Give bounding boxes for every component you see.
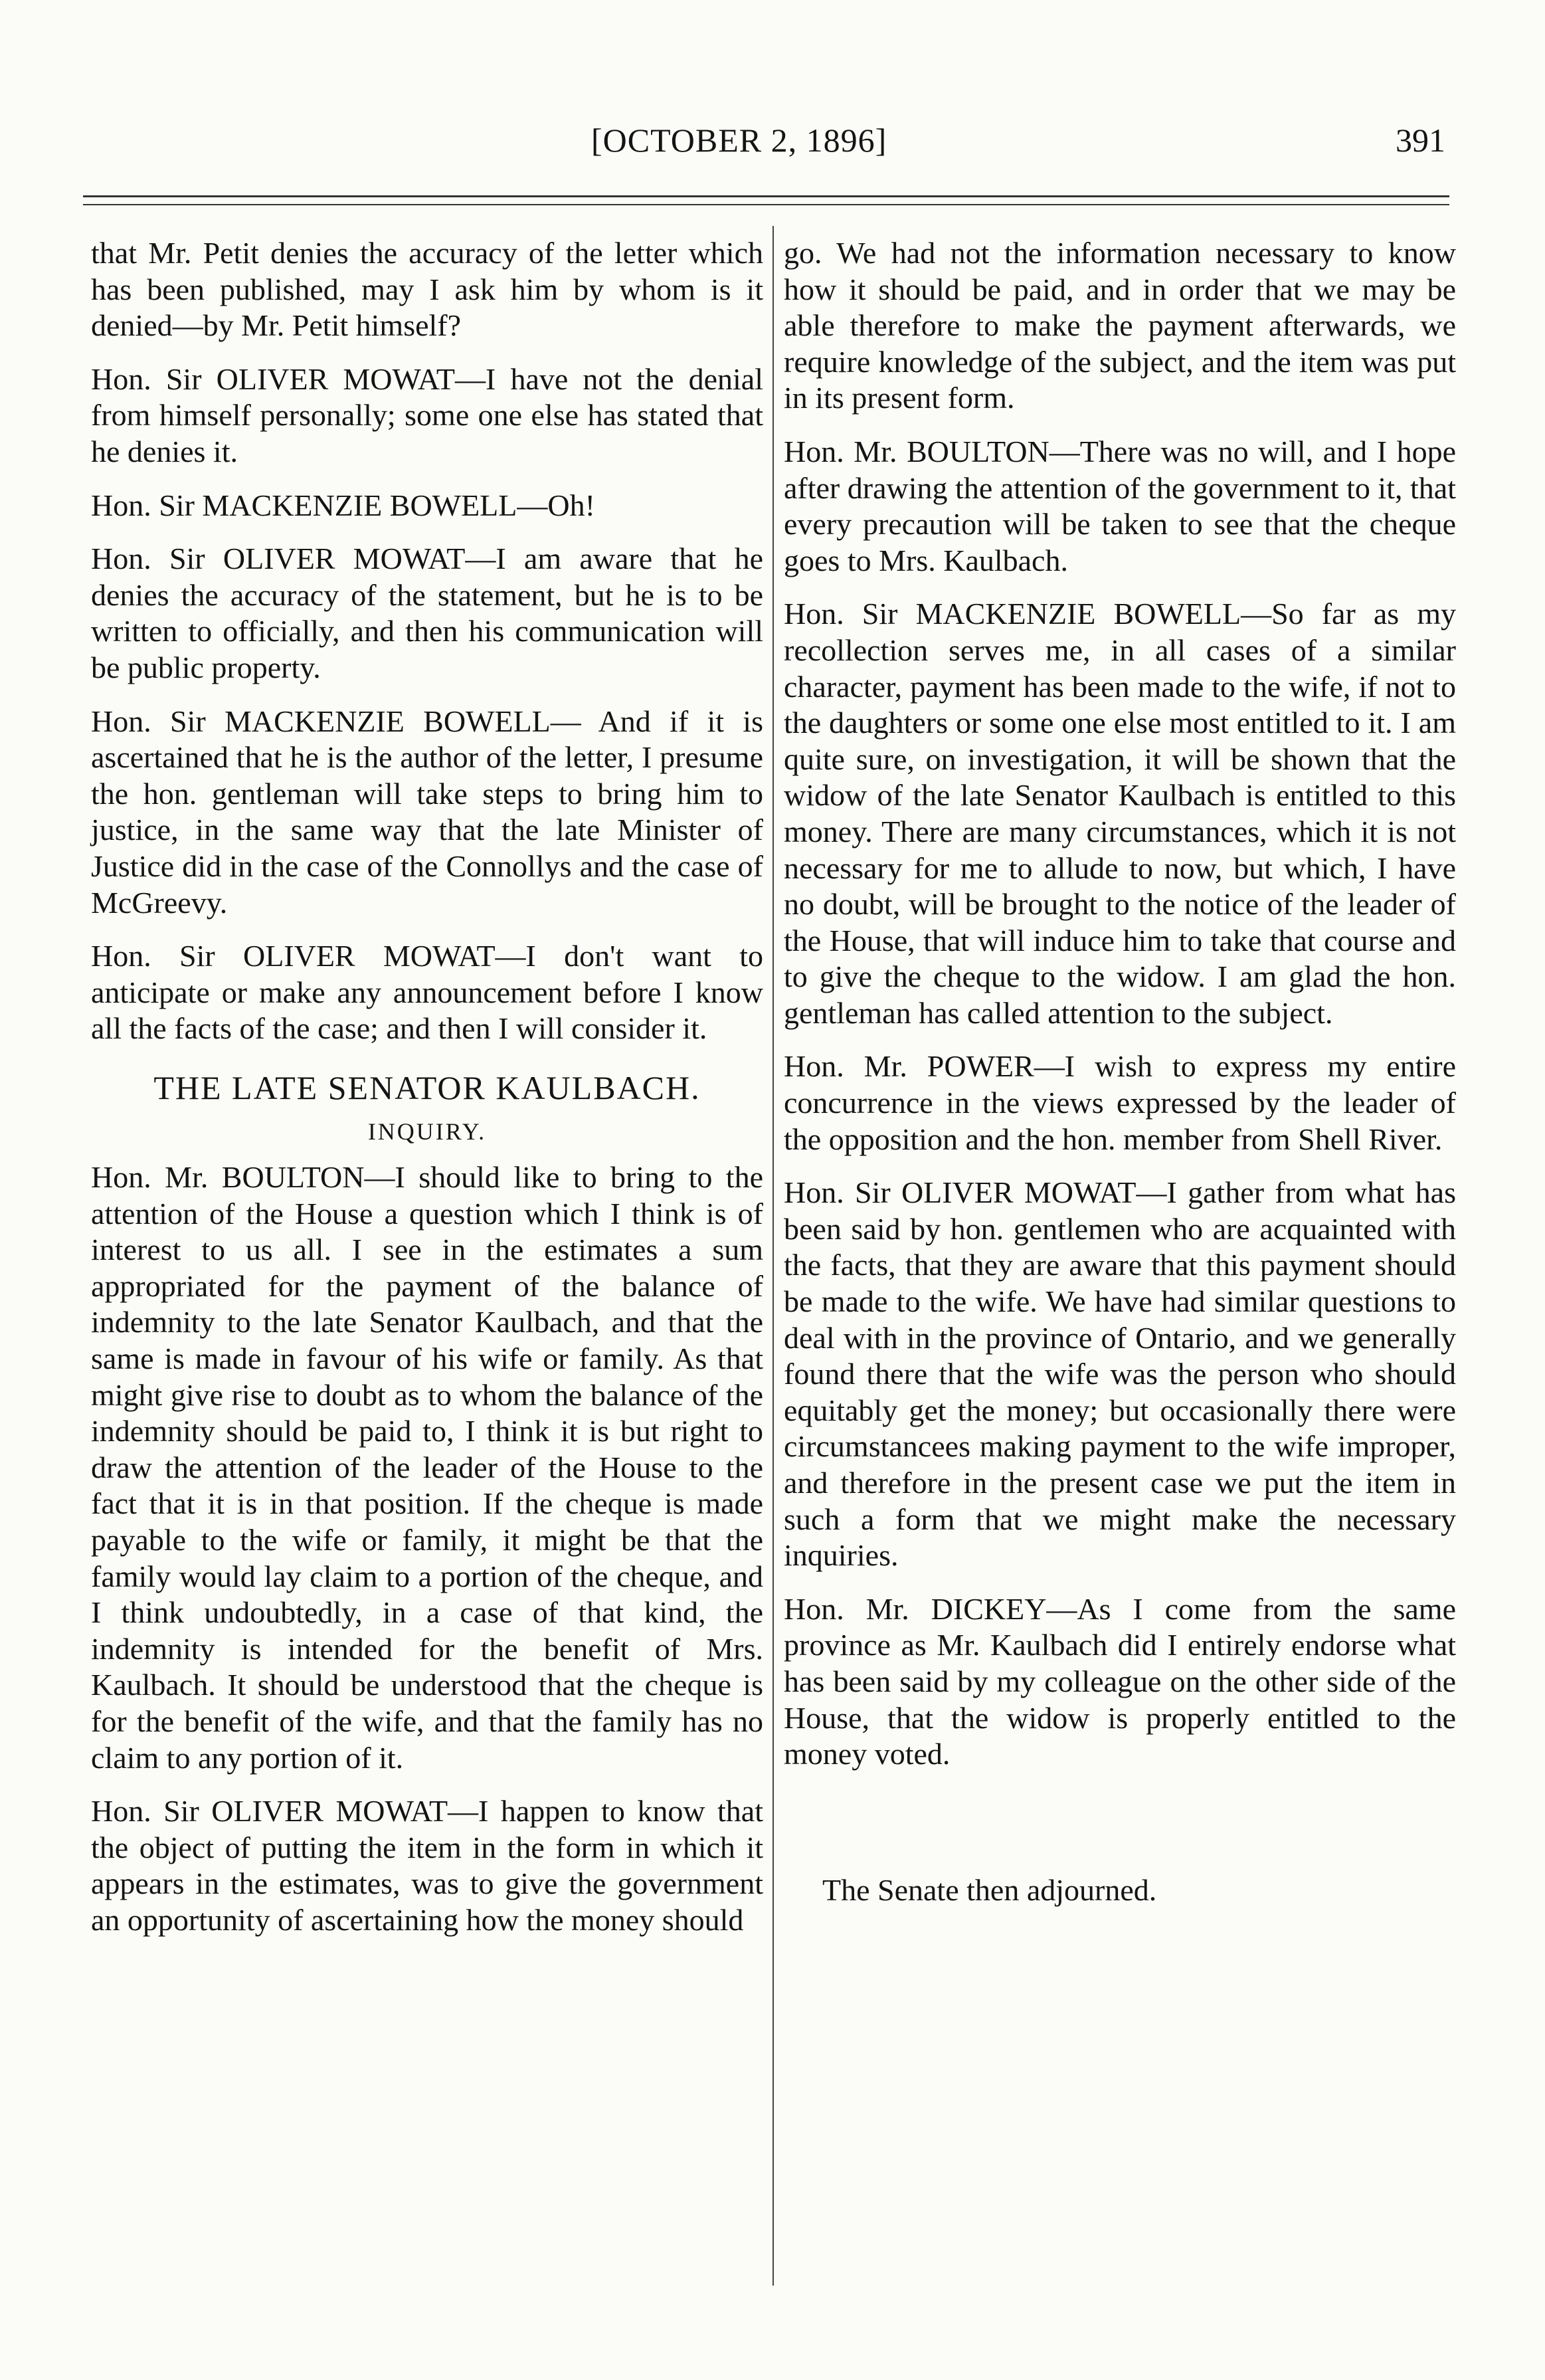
paragraph: Hon. Mr. POWER—I wish to express my entire concurrence in the views expressed by the leader of the opposition and the hon. member from Shell River. xyxy=(784,1049,1456,1156)
right-column xyxy=(784,235,1456,1908)
paragraph: Hon. Mr. BOULTON—I should like to bring to the attention of the House a question which I think is of interest to us all. I see in the estimates a sum appropriated for the payment of the balance of indemnity to the late Senator Kaulbach, and that the same is made in favour of his wife or family. As that might give rise to doubt as to whom the balance of the indemnity should be paid to, I think it is but right to draw the attention of the leader of the House to the fact that it is in that position. If the cheque is made payable to the wife or family, it might be that the family would lay claim to a portion of the cheque, and I think undoubtedly, in a case of that kind, the indemnity is intended for the benefit of Mrs. Kaulbach. It should be understood that the cheque is for the benefit of the wife, and that the family has no claim to any portion of it. xyxy=(91,1160,763,1775)
paragraph: Hon. Sir OLIVER MOWAT—I happen to know that the object of putting the item in the form in which it appears in the estimates, was to give the government an opportunity of ascertaining how the money should xyxy=(91,1794,763,1937)
header-rule xyxy=(83,195,1449,197)
column-divider xyxy=(772,226,774,2286)
paragraph: Hon. Sir MACKENZIE BOWELL—Oh! xyxy=(91,488,595,522)
page-header xyxy=(0,121,1545,174)
paragraph: Hon. Mr. BOULTON—There was no will, and I hope after drawing the attention of the government to it, that every precaution will be taken to see that the cheque goes to Mrs. Kaulbach. xyxy=(784,434,1456,577)
paragraph: Hon. Mr. DICKEY—As I come from the same province as Mr. Kaulbach did I entirely endorse what has been said by my colleague on the other side of the House, that the widow is properly entitled to the money voted. xyxy=(784,1591,1456,1771)
section-heading: THE LATE SENATOR KAULBACH. xyxy=(153,1068,701,1106)
paragraph: Hon. Sir MACKENZIE BOWELL—So far as my recollection serves me, in all cases of a similar character, payment has been made to the wife, if not to the daughters or some one else most entitled to it. I am quite sure, on investigation, it will be shown that the widow of the late Senator Kaulbach is entitled to this money. There are many circumstances, which it is not necessary for me to allude to now, but which, I have no doubt, will be brought to the notice of the leader of the House, that will induce him to take that course and to give the cheque to the widow. I am glad the hon. gentleman has called attention to the subject. xyxy=(784,597,1456,1030)
paragraph: that Mr. Petit denies the accuracy of the letter which has been published, may I ask him by whom is it denied—by Mr. Petit himself? xyxy=(91,236,763,343)
page-number: 391 xyxy=(1396,122,1445,159)
paragraph: Hon. Sir MACKENZIE BOWELL— And if it is ascertained that he is the author of the letter, I presume the hon. gentleman will take steps to bring him to justice, in the same way that the late Minister of Justice did in the case of the Connollys and the case of McGreevy. xyxy=(91,704,763,920)
paragraph: Hon. Sir OLIVER MOWAT—I gather from what has been said by hon. gentlemen who are acquainted with the facts, that they are aware that this payment should be made to the wife. We have had similar questions to deal with in the province of Ontario, and we generally found there that the wife was the person who should equitably get the money; but occasionally there were circumstancees making payment to the wife improper, and therefore in the present case we put the item in such a form that we might make the necessary inquiries. xyxy=(784,1175,1456,1573)
closing-line: The Senate then adjourned. xyxy=(822,1872,1157,1907)
paragraph: Hon. Sir OLIVER MOWAT—I am aware that he denies the accuracy of the statement, but he is to be written to officially, and then his communication will be public property. xyxy=(91,542,763,684)
header-rule-secondary xyxy=(83,204,1449,205)
section-subheading: INQUIRY. xyxy=(367,1118,487,1145)
paragraph: Hon. Sir OLIVER MOWAT—I don't want to anticipate or make any announcement before I know all the facts of the case; and then I will consider it. xyxy=(91,939,763,1046)
paragraph: go. We had not the information necessary to know how it should be paid, and in order that we may be able therefore to make the payment afterwards, we require knowledge of the subject, and the item was put in its present form. xyxy=(784,236,1456,415)
page-date: [OCTOBER 2, 1896] xyxy=(591,122,887,159)
paragraph: Hon. Sir OLIVER MOWAT—I have not the denial from himself personally; some one else has stated that he denies it. xyxy=(91,361,763,468)
left-column xyxy=(91,235,763,1939)
